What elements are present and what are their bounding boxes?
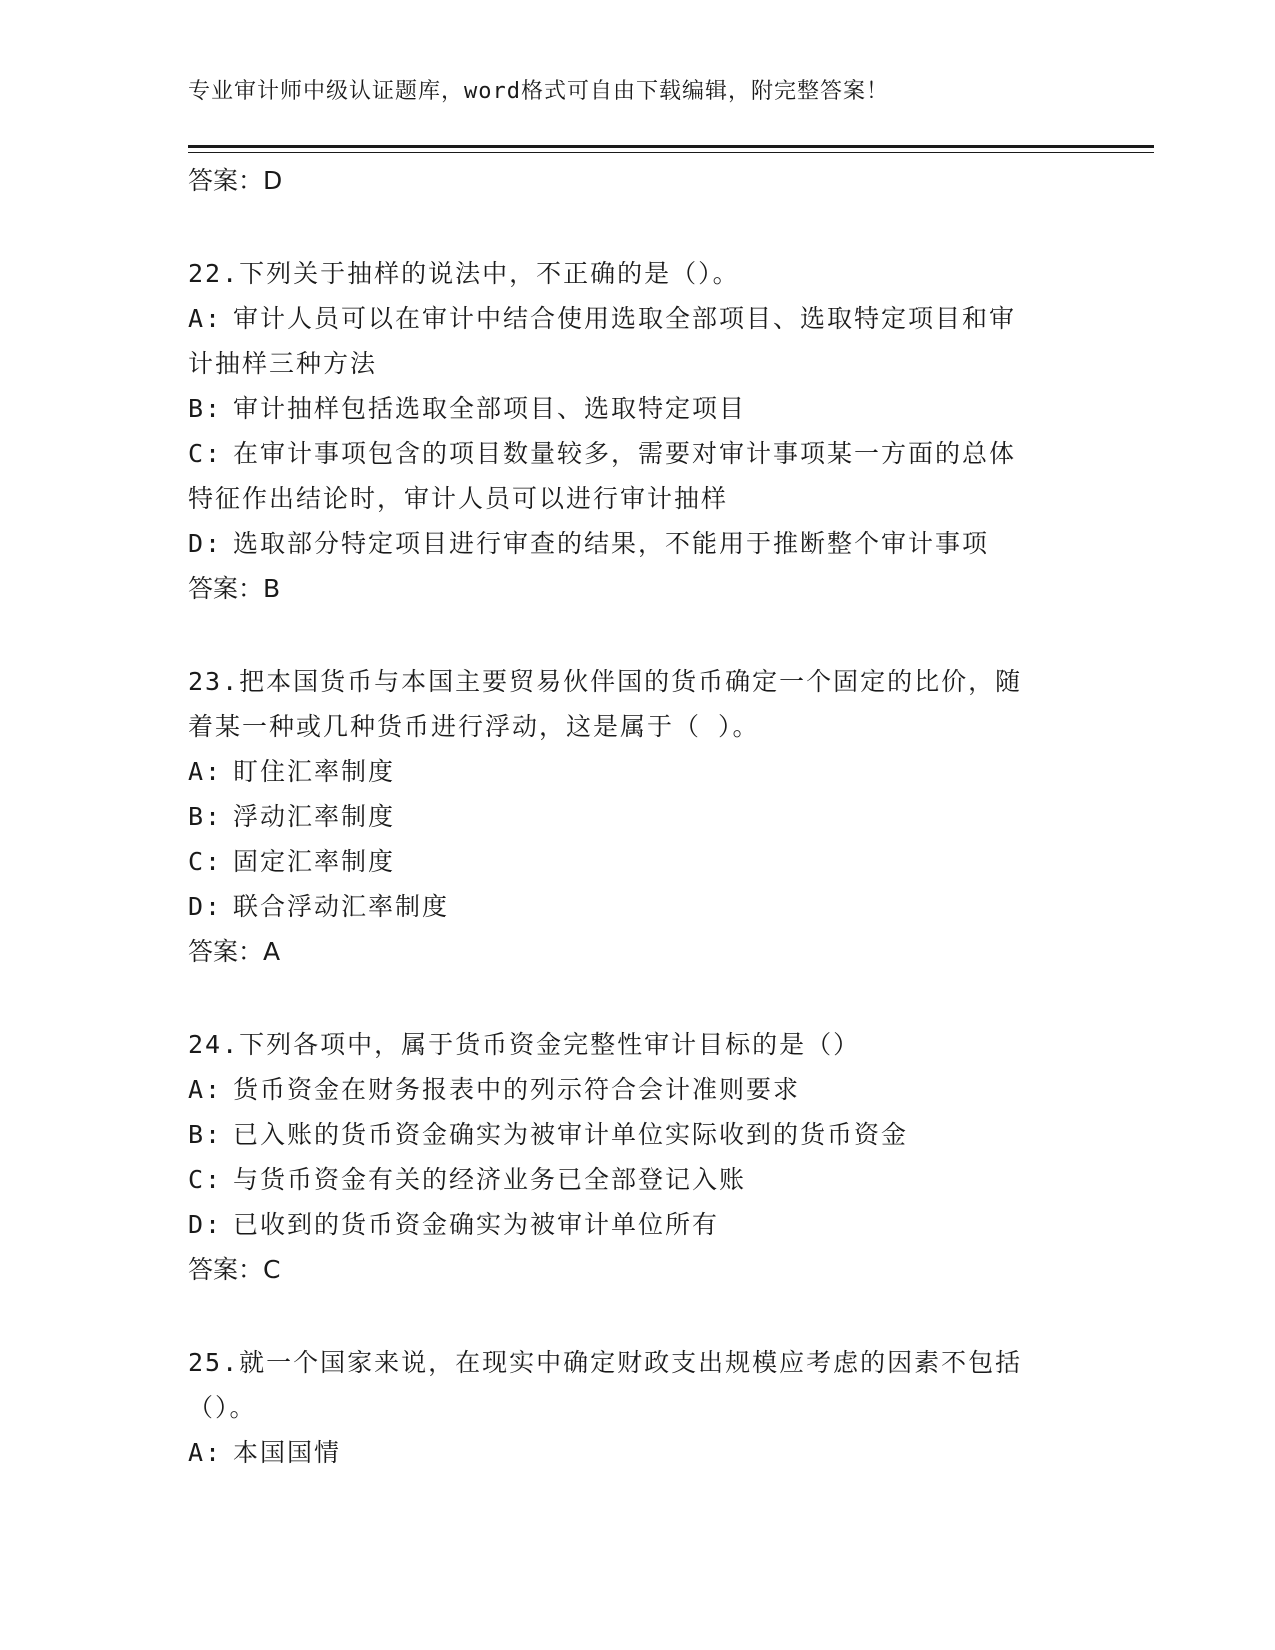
question-stem: 22.下列关于抽样的说法中，不正确的是（）。: [188, 259, 740, 288]
option-key: C:: [188, 1165, 223, 1194]
option-text: 审计人员可以在审计中结合使用选取全部项目、选取特定项目和审: [233, 304, 1017, 333]
option-key: C:: [188, 439, 223, 468]
option-text: 在审计事项包含的项目数量较多，需要对审计事项某一方面的总体: [233, 439, 1017, 468]
option-key: D:: [188, 529, 223, 558]
option-text: 与货币资金有关的经济业务已全部登记入账: [233, 1165, 747, 1194]
option-text: 选取部分特定项目进行审查的结果，不能用于推断整个审计事项: [233, 529, 990, 558]
answer-line: 答案：B: [188, 574, 281, 603]
header-rule-thin: [188, 152, 1154, 153]
option-text: 联合浮动汇率制度: [233, 892, 450, 921]
option-key: B:: [188, 802, 223, 831]
option-a-continued: 计抽样三种方法: [188, 349, 378, 378]
option-a: [188, 749, 1088, 794]
option-a: [188, 1067, 1088, 1112]
option-key: A:: [188, 304, 223, 333]
option-b: [188, 794, 1088, 839]
answer-line: 答案：D: [188, 166, 283, 195]
question-block: [188, 659, 1088, 974]
option-text: 固定汇率制度: [233, 847, 396, 876]
option-text: 货币资金在财务报表中的列示符合会计准则要求: [233, 1075, 801, 1104]
answer-line: 答案：A: [188, 937, 281, 966]
option-a: [188, 1430, 1088, 1475]
option-d: [188, 884, 1088, 929]
option-text: 浮动汇率制度: [233, 802, 396, 831]
option-b: [188, 1112, 1088, 1157]
option-key: B:: [188, 1120, 223, 1149]
question-stem-continued: （）。: [188, 1393, 257, 1422]
option-key: A:: [188, 1438, 223, 1467]
option-text: 本国国情: [233, 1438, 342, 1467]
question-block: [188, 1022, 1088, 1292]
question-content: [188, 158, 1088, 1475]
option-d: [188, 521, 1088, 566]
option-a: [188, 296, 1088, 341]
option-text: 审计抽样包括选取全部项目、选取特定项目: [233, 394, 747, 423]
option-key: D:: [188, 892, 223, 921]
option-c: [188, 431, 1088, 476]
option-key: C:: [188, 847, 223, 876]
option-d: [188, 1202, 1088, 1247]
option-c: [188, 839, 1088, 884]
option-b: [188, 386, 1088, 431]
question-block: [188, 1340, 1088, 1475]
option-text: 已入账的货币资金确实为被审计单位实际收到的货币资金: [233, 1120, 909, 1149]
header-rule-thick: [188, 145, 1154, 148]
option-key: A:: [188, 1075, 223, 1104]
option-key: A:: [188, 757, 223, 786]
option-text: 盯住汇率制度: [233, 757, 396, 786]
page-header: 专业审计师中级认证题库，word格式可自由下载编辑，附完整答案！: [188, 79, 889, 104]
answer-line: 答案：C: [188, 1255, 281, 1284]
option-text: 已收到的货币资金确实为被审计单位所有: [233, 1210, 720, 1239]
option-key: B:: [188, 394, 223, 423]
question-stem: 23.把本国货币与本国主要贸易伙伴国的货币确定一个固定的比价，随: [188, 667, 1023, 696]
option-key: D:: [188, 1210, 223, 1239]
question-stem: 24.下列各项中，属于货币资金完整性审计目标的是（）: [188, 1030, 861, 1059]
question-stem: 25.就一个国家来说，在现实中确定财政支出规模应考虑的因素不包括: [188, 1348, 1023, 1377]
option-c: [188, 1157, 1088, 1202]
question-stem-continued: 着某一种或几种货币进行浮动，这是属于（ ）。: [188, 712, 760, 741]
question-block: [188, 251, 1088, 611]
option-c-continued: 特征作出结论时，审计人员可以进行审计抽样: [188, 484, 729, 513]
